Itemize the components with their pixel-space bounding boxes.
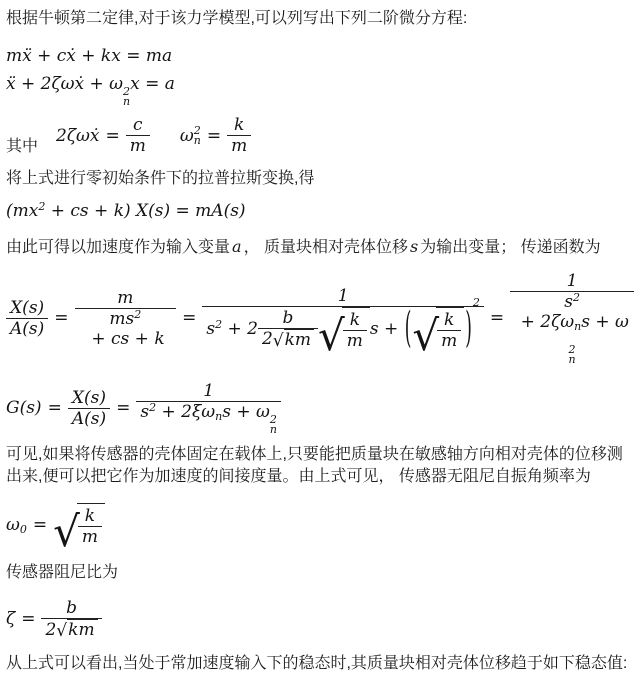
- formula-normalized-equation: [6, 74, 634, 107]
- math-token: x = a: [130, 74, 175, 94]
- equals-sign: =: [21, 609, 36, 629]
- sqrt-k-over-m: [53, 503, 105, 557]
- math-token: ω: [179, 125, 194, 146]
- formula-Gs: [6, 381, 634, 435]
- subscript-n: n: [215, 410, 223, 423]
- math-token: [510, 291, 634, 365]
- math-token: ) X(s) = mA(s): [124, 201, 246, 221]
- math-token: 2: [45, 619, 57, 640]
- math-token: 2: [568, 343, 576, 356]
- math-token: A(s): [6, 318, 48, 339]
- math-token: 1: [566, 271, 578, 291]
- math-token: m: [227, 135, 251, 156]
- big-left-paren: (: [404, 303, 412, 354]
- math-token: 2: [123, 85, 131, 98]
- math-token: G(s): [6, 398, 42, 418]
- big-right-paren: ): [465, 303, 472, 354]
- fraction-standard-form: [510, 271, 634, 365]
- math-token: [370, 319, 404, 339]
- radical-sign: √: [53, 507, 80, 557]
- math-token: ω: [109, 74, 124, 94]
- inline-var-a: a: [232, 237, 242, 256]
- math-token: 2: [193, 123, 201, 137]
- exponent-2: 2: [134, 307, 142, 321]
- math-token: b: [66, 598, 77, 618]
- math-token: 2ζωẋ: [56, 125, 100, 146]
- math-token: (mx: [6, 201, 39, 221]
- sqrt-k-over-m: [318, 307, 370, 360]
- subscript-0: 0: [19, 523, 27, 536]
- math-token: [206, 319, 258, 339]
- fraction-Xs-As: [6, 298, 48, 339]
- math-token: n: [123, 95, 131, 108]
- fraction-expanded-form: [202, 285, 484, 360]
- math-token: [136, 401, 281, 435]
- math-token: s: [564, 292, 573, 312]
- formula-transfer-function: [6, 271, 634, 365]
- radical-sign: √: [272, 330, 284, 351]
- fraction-b-over-2sqrt-km: [258, 308, 318, 350]
- math-token: [75, 308, 177, 349]
- math-token: km: [284, 329, 314, 350]
- exponent-2: 2: [38, 200, 46, 213]
- paragraph-sensor-principle: 可见,如果将传感器的壳体固定在载体上,只要能把质量块在敏感轴方向相对壳体的位移测出来,便可以把它作为加速度的间接度量。由上式可见， 传感器无阻尼自振角频率为: [6, 446, 623, 485]
- math-token: k: [84, 506, 96, 526]
- math-token: A(s): [68, 408, 110, 429]
- math-token: m: [126, 135, 150, 156]
- formula-damping-ratio: [6, 598, 634, 640]
- fraction-k-m: [343, 310, 367, 351]
- math-token: m: [78, 526, 102, 547]
- omega-sup-sub: [569, 345, 576, 365]
- math-token: b: [282, 307, 294, 328]
- math-token: + cs + k: [45, 201, 124, 221]
- math-token: k: [349, 309, 361, 330]
- label-where: 其中: [6, 138, 39, 155]
- math-token: n: [568, 353, 576, 366]
- equals-sign: =: [54, 308, 69, 328]
- math-token: + 2ξω: [156, 402, 216, 422]
- equals-sign: =: [182, 308, 197, 328]
- radicand: [77, 503, 105, 547]
- math-token: n: [269, 423, 277, 436]
- paragraph-laplace: 将上式进行零初始条件下的拉普拉斯变换,得: [6, 170, 315, 187]
- fraction-c-m: [126, 115, 150, 156]
- text-segment: 为输出变量； 传递函数为: [420, 239, 601, 256]
- exponent-2: 2: [149, 401, 157, 414]
- formula-natural-frequency-definition: [180, 115, 251, 156]
- math-token: s: [140, 402, 150, 422]
- math-token: [41, 618, 101, 640]
- inline-var-s: s: [410, 237, 419, 256]
- fraction-m-over-ms2: [75, 288, 177, 349]
- paragraph-intro: 根据牛顿第二定律,对于该力学模型,可以列写出下列二阶微分方程:: [6, 10, 468, 27]
- radical-sign: √: [412, 310, 440, 360]
- math-token: ω: [6, 515, 20, 535]
- fraction-b-over-2sqrt-km: [41, 598, 101, 640]
- math-token: m: [117, 287, 134, 308]
- text-segment: 由此可得以加速度作为输入变量: [6, 239, 231, 256]
- math-token: m: [437, 330, 461, 351]
- equals-sign: =: [206, 125, 222, 146]
- fraction-k-m: [78, 506, 102, 547]
- math-token: + 2: [222, 318, 258, 339]
- formula-newton-equation: [6, 46, 634, 66]
- fraction-standard-form: [136, 381, 281, 435]
- paragraph-damping-ratio: 传感器阻尼比为: [6, 564, 119, 581]
- text-segment: ， 质量块相对壳体位移: [243, 239, 409, 256]
- math-token: 2: [261, 329, 273, 349]
- math-token: km: [67, 619, 97, 640]
- math-token: 1: [337, 285, 349, 306]
- expanded-denominator: $s^2 + 2$ b 2 √ km √ $\frac{k}{m}$ s + ( √ $\frac{k}{m}$ ) 2: [202, 306, 484, 351]
- math-token: k: [444, 309, 455, 330]
- equals-sign: =: [47, 398, 62, 418]
- fraction-Xs-As: [68, 388, 110, 429]
- fraction-k-m: [227, 115, 251, 156]
- math-token: + cs + k: [85, 328, 165, 349]
- formula-natural-frequency: [6, 503, 634, 557]
- exponent-2: 2: [215, 317, 223, 331]
- math-token: c: [133, 115, 143, 135]
- math-token: s: [369, 318, 379, 339]
- math-token: [6, 515, 27, 535]
- sqrt-km: [273, 329, 314, 350]
- omega-sup-sub: [193, 123, 201, 147]
- math-token: mẍ + cẋ + kx = ma: [6, 46, 173, 66]
- radical-sign: √: [318, 310, 345, 360]
- sqrt-km: [56, 619, 97, 640]
- math-token: [258, 328, 318, 350]
- formula-laplace-equation: [6, 201, 634, 221]
- where-definitions-row: [6, 115, 634, 158]
- exponent-2: 2: [572, 291, 580, 304]
- paragraph-io-variables: [6, 236, 634, 259]
- math-token: X(s): [71, 387, 106, 408]
- equals-sign: =: [32, 515, 48, 535]
- math-token: ζ: [6, 609, 16, 629]
- math-token: m: [343, 330, 367, 351]
- math-token: s: [206, 318, 216, 339]
- subscript-n: n: [574, 320, 582, 333]
- fraction-k-m: [437, 310, 461, 351]
- sqrt-k-over-m: [412, 307, 464, 360]
- math-token: n: [193, 133, 201, 147]
- formula-damping-definition: [56, 115, 150, 156]
- radical-sign: √: [56, 621, 68, 641]
- math-token: X(s): [10, 297, 45, 318]
- math-token: ẍ + 2ζωẋ +: [6, 74, 110, 94]
- math-token: ms: [109, 308, 135, 329]
- omega-sup-sub: [270, 415, 277, 435]
- radicand: [342, 307, 370, 351]
- math-token: 1: [203, 381, 215, 401]
- equals-sign: =: [105, 125, 120, 146]
- paragraph-steady-state: 从上式可以看出,当处于常加速度输入下的稳态时,其质量块相对壳体位移趋于如下稳态值:: [6, 655, 628, 672]
- math-token: + 2ζω: [515, 312, 575, 332]
- radicand: [436, 307, 464, 351]
- equals-sign: =: [489, 308, 505, 328]
- math-token: s + ω: [222, 402, 270, 422]
- math-token: 2: [269, 413, 277, 426]
- math-token: k: [234, 115, 245, 135]
- equals-sign: =: [116, 398, 131, 418]
- math-token: +: [378, 318, 404, 339]
- math-token: s + ω: [581, 312, 629, 332]
